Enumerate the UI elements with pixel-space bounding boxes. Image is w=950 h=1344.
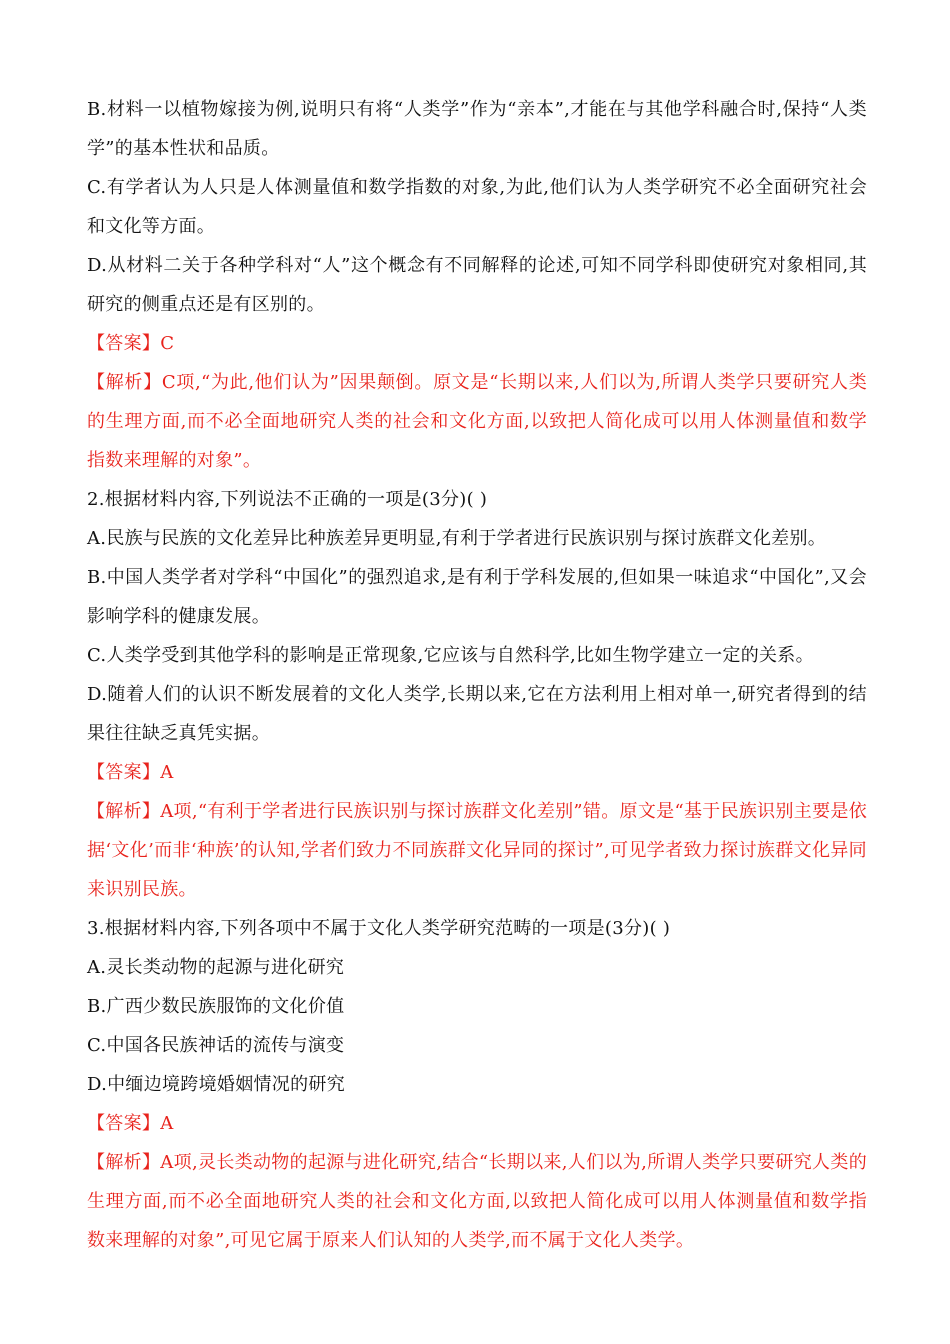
question-3: 3.根据材料内容,下列各项中不属于文化人类学研究范畴的一项是(3分)( ) <box>87 918 671 939</box>
q2-option-c: C.人类学受到其他学科的影响是正常现象,它应该与自然科学,比如生物学建立一定的关系。 <box>87 645 814 666</box>
option-c-text: C.有学者认为人只是人体测量值和数学指数的对象,为此,他们认为人类学研究不必全面研究社会和文化等方面。 <box>87 177 867 237</box>
q3-option-b: B.广西少数民族服饰的文化价值 <box>87 996 345 1017</box>
explanation-1: 【解析】C项,“为此,他们认为”因果颠倒。原文是“长期以来,人们以为,所谓人类学只要研究人类的生理方面,而不必全面地研究人类的社会和文化方面,以致把人简化成可以用人体测量值和数学指数来理解的对象”。 <box>87 372 867 471</box>
option-b-text: B.材料一以植物嫁接为例,说明只有将“人类学”作为“亲本”,才能在与其他学科融合时,保持“人类学”的基本性状和品质。 <box>87 99 867 159</box>
question-2: 2.根据材料内容,下列说法不正确的一项是(3分)( ) <box>87 489 488 510</box>
document-body <box>87 90 867 1260</box>
explanation-2: 【解析】A项,“有利于学者进行民族识别与探讨族群文化差别”错。原文是“基于民族识别主要是依据‘文化’而非‘种族’的认知,学者们致力不同族群文化异同的探讨”,可见学者致力探讨族群文化异同来识别民族。 <box>87 801 867 900</box>
q3-option-c: C.中国各民族神话的流传与演变 <box>87 1035 345 1056</box>
answer-1: 【答案】C <box>87 333 175 354</box>
q3-option-d: D.中缅边境跨境婚姻情况的研究 <box>87 1074 346 1095</box>
q2-option-d: D.随着人们的认识不断发展着的文化人类学,长期以来,它在方法利用上相对单一,研究者得到的结果往往缺乏真凭实据。 <box>87 684 867 744</box>
q3-option-a: A.灵长类动物的起源与进化研究 <box>87 957 345 978</box>
answer-2: 【答案】A <box>87 762 174 783</box>
explanation-3: 【解析】A项,灵长类动物的起源与进化研究,结合“长期以来,人们以为,所谓人类学只要研究人类的生理方面,而不必全面地研究人类的社会和文化方面,以致把人简化成可以用人体测量值和数学指数来理解的对象”,可见它属于原来人们认知的人类学,而不属于文化人类学。 <box>87 1152 867 1251</box>
q2-option-a: A.民族与民族的文化差异比种族差异更明显,有利于学者进行民族识别与探讨族群文化差别。 <box>87 528 827 549</box>
answer-3: 【答案】A <box>87 1113 174 1134</box>
option-d-text: D.从材料二关于各种学科对“人”这个概念有不同解释的论述,可知不同学科即使研究对象相同,其研究的侧重点还是有区别的。 <box>87 255 867 315</box>
q2-option-b: B.中国人类学者对学科“中国化”的强烈追求,是有利于学科发展的,但如果一味追求“中国化”,又会影响学科的健康发展。 <box>87 567 867 627</box>
